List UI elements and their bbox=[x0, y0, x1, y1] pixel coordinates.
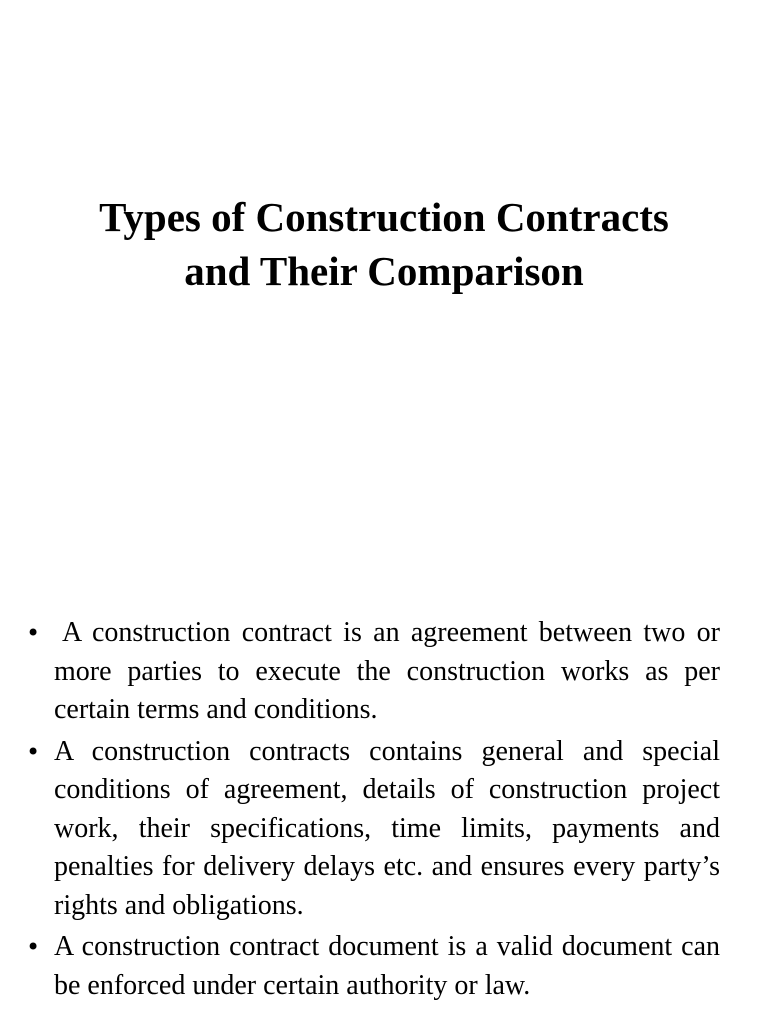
bullet-list bbox=[0, 614, 768, 1008]
slide-title bbox=[0, 190, 768, 298]
bullet-icon: • bbox=[26, 933, 41, 961]
bullet-icon: • bbox=[26, 619, 41, 647]
bullet-text: A construction contract document is a valid document can be enforced under certain authority or law. bbox=[54, 931, 720, 1001]
bullet-text: A construction contract is an agreement between two or more parties to execute the construction works as per certain terms and conditions. bbox=[54, 617, 720, 725]
bullet-item bbox=[26, 733, 720, 926]
slide-title-line-2: and Their Comparison bbox=[184, 248, 584, 294]
bullet-item bbox=[26, 928, 720, 1005]
bullet-icon: • bbox=[26, 737, 41, 766]
bullet-item bbox=[26, 614, 720, 730]
bullet-text: A construction contracts contains general and special conditions of agreement, details of construction project work, their specifications, time limits, payments and penalties for delivery delays etc. and ensures every party’s rights and obligations. bbox=[54, 735, 720, 921]
slide-title-line-1: Types of Construction Contracts bbox=[99, 194, 669, 240]
